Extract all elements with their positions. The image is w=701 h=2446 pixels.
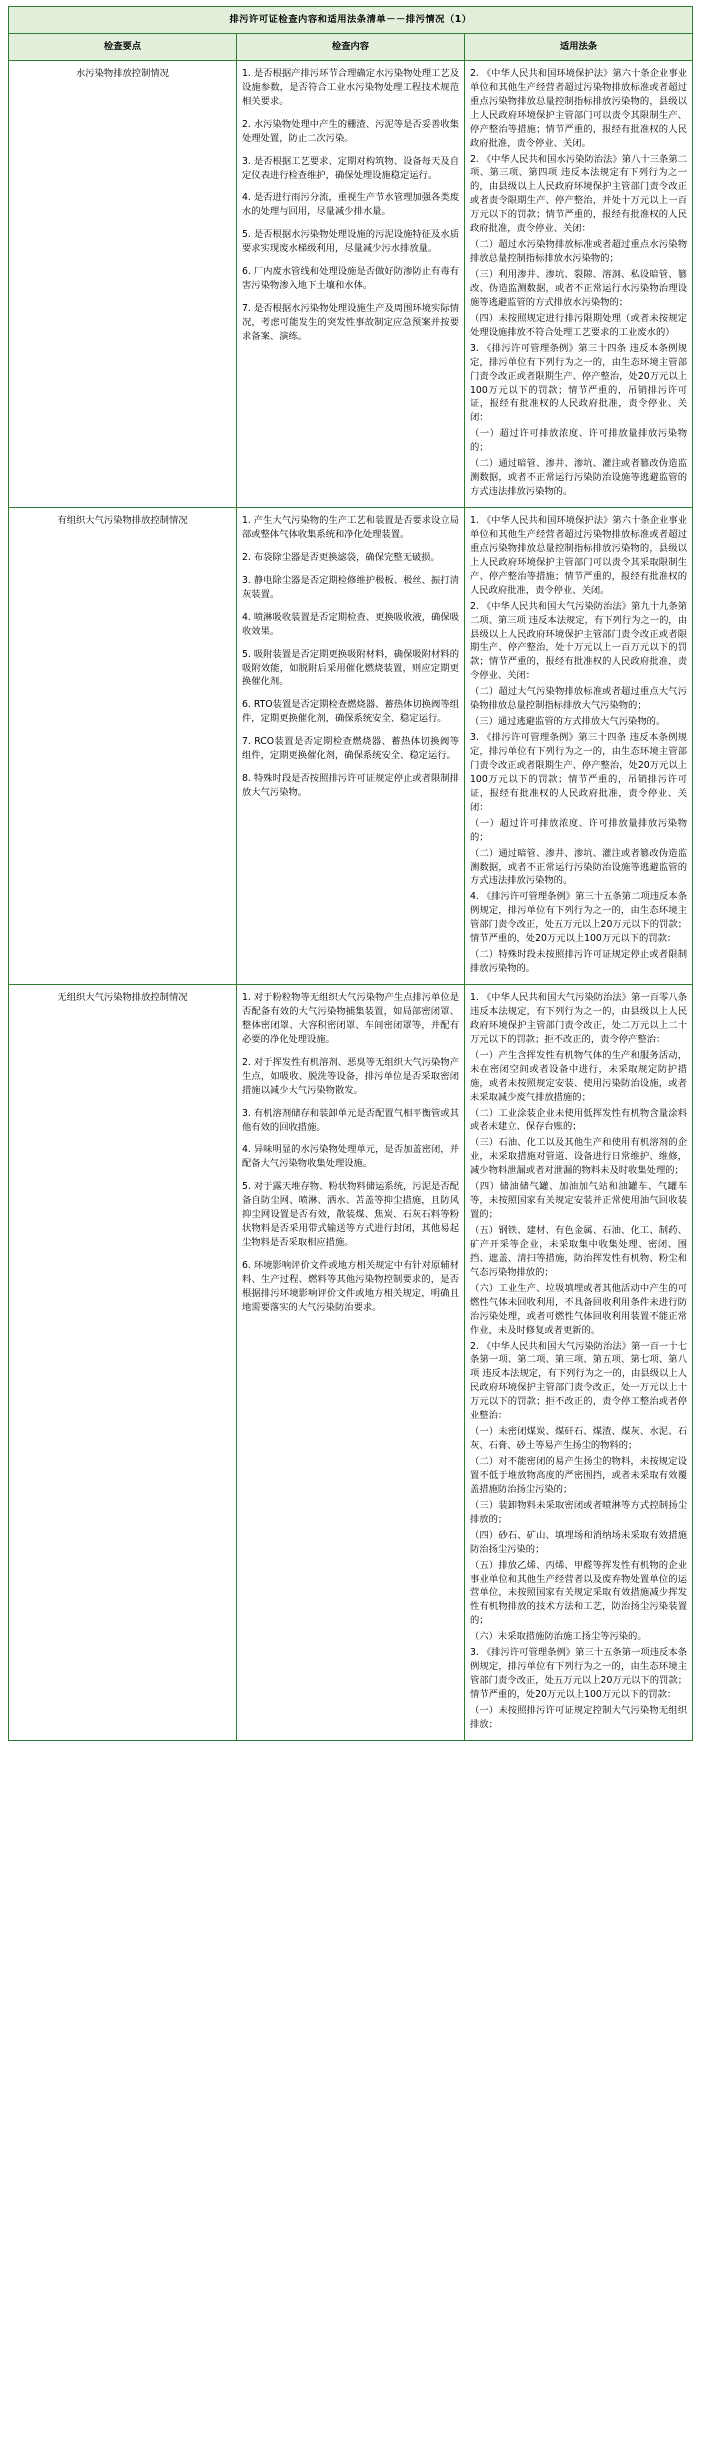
paragraph: 4. 是否进行雨污分流，重视生产节水管理加强各类废水的处理与回用，尽量减少排水量。 — [242, 192, 459, 218]
paragraph: 3. 有机溶剂储存和装卸单元是否配置气相平衡管或其他有效的回收措施。 — [242, 1107, 459, 1133]
paragraph: 6. 厂内废水管线和处理设施是否做好防渗防止有毒有害污染物渗入地下土壤和水体。 — [242, 266, 459, 292]
paragraph: （二）对不能密闭的易产生扬尘的物料，未按规定设置不低于堆放物高度的严密围挡，或者未采取有效覆盖措施防治扬尘污染的； — [470, 1456, 687, 1495]
row-applicable-law — [465, 60, 693, 507]
header-check-point: 检查要点 — [9, 33, 237, 60]
paragraph: （三）石油、化工以及其他生产和使用有机溶剂的企业，未采取措施对管道、设备进行日常维护、维修，减少物料泄漏或者对泄漏的物料未及时收集处理的； — [470, 1137, 687, 1177]
paragraph: 2. 《中华人民共和国大气污染防治法》第九十九条第二项、第三项 违反本法规定，有下列行为之一的，由县级以上人民政府环境保护主管部门责令改正或者限期生产、停产整治，处十万元以上一百万元以下的罚款；情节严重的，报经有批准权的人民政府批准，责令停业、关闭： — [470, 600, 687, 682]
row-check-content — [237, 60, 465, 507]
paragraph: 5. 对于露天堆存物、粉状物料储运系统，污泥是否配备自防尘网、喷淋、洒水、苫盖等抑尘措施，且防风抑尘网设置是否有效，散装煤、焦炭、石灰石料等粉状物料是否采用带式输送等方式进行封闭，其他易起尘物料是否采取相应措施。 — [242, 1181, 459, 1249]
paragraph: （五）排放乙烯、丙烯、甲醛等挥发性有机物的企业事业单位和其他生产经营者以及废弃物处置单位的运营单位，未按照国家有关规定采取有效措施减少挥发性有机物排放的技术方法和工艺，防治扬尘污染装置的； — [470, 1559, 687, 1627]
row-check-point: 有组织大气污染物排放控制情况 — [9, 508, 237, 985]
paragraph: 1. 是否根据产排污环节合理确定水污染物处理工艺及设施参数，是否符合工业水污染物处理工程技术规范相关要求。 — [242, 67, 459, 107]
paragraph: （一）超过许可排放浓度、许可排放量排放污染物的； — [470, 817, 687, 843]
paragraph: 6. RTO装置是否定期检查燃烧器、蓄热体切换阀等组件，定期更换催化剂，确保系统安全、稳定运行。 — [242, 699, 459, 725]
paragraph: 3. 《排污许可管理条例》第三十五条第一项违反本条例规定，排污单位有下列行为之一的，由生态环境主管部门责令改正，处五万元以上20万元以下的罚款；情节严重的，处20万元以上100万元以下的罚款： — [470, 1647, 687, 1700]
paragraph: （二）特殊时段未按照排污许可证规定停止或者限制排放污染物的。 — [470, 949, 687, 975]
paragraph: 2. 布袋除尘器是否更换滤袋，确保完整无破损。 — [242, 551, 440, 563]
checklist-table — [8, 6, 693, 1741]
paragraph: 4. 喷淋吸收装置是否定期检查、更换吸收液，确保吸收效果。 — [242, 611, 459, 637]
paragraph: 8. 特殊时段是否按照排污许可证规定停止或者限制排放大气污染物。 — [242, 773, 459, 799]
paragraph: 2. 《中华人民共和国环境保护法》第六十条企业事业单位和其他生产经营者超过污染物排放标准或者超过重点污染物排放总量控制指标排放污染物的，县级以上人民政府环境保护主管部门可以责令其限制生产、停产整治等措施；情节严重的，报经有批准权的人民政府批准，责令停业、关闭。 — [470, 67, 687, 149]
table-row — [9, 985, 693, 1741]
paragraph: （二）通过暗管、渗井、渗坑、灌注或者篡改伪造监测数据，或者不正常运行污染防治设施等逃避监管的方式违法排放污染物的。 — [470, 847, 687, 887]
paragraph: 3. 是否根据工艺要求、定期对构筑物、设备每天及自定仪表进行检查维护，确保处理设施稳定运行。 — [242, 155, 459, 181]
paragraph: 4. 异味明显的水污染物处理单元，是否加盖密闭，并配备大气污染物收集处理设施。 — [242, 1144, 459, 1170]
row-applicable-law — [465, 985, 693, 1741]
row-applicable-law — [465, 508, 693, 985]
paragraph: 1. 对于粉粒物等无组织大气污染物产生点排污单位是否配备有效的大气污染物捕集装置，如局部密闭罩、整体密闭罩、大容积密闭罩、车间密闭罩等，并配有必要的净化处理设施。 — [242, 992, 459, 1045]
paragraph: （二）工业涂装企业未使用低挥发性有机物含量涂料或者未建立、保存台账的； — [470, 1107, 687, 1133]
paragraph: 2. 对于挥发性有机溶剂、恶臭等无组织大气污染物产生点，如吸收、脱洗等设备，排污单位是否采取密闭措施以减少大气污染物散发。 — [242, 1056, 459, 1096]
table-title-row — [9, 7, 693, 34]
paragraph: 7. 是否根据水污染物处理设施生产及周围环境实际情况，考虑可能发生的突发性事故制定应急预案并按要求备案、演练。 — [242, 303, 459, 342]
row-check-point: 无组织大气污染物排放控制情况 — [9, 985, 237, 1741]
paragraph: 5. 吸附装置是否定期更换吸附材料，确保吸附材料的吸附效能，如脱附后采用催化燃烧装置，则应定期更换催化剂。 — [242, 648, 459, 688]
paragraph: （一）超过许可排放浓度、许可排放量排放污染物的； — [470, 428, 687, 454]
paragraph: 2. 《中华人民共和国大气污染防治法》第一百一十七条第一项、第二项、第三项、第五项、第七项、第八项 违反本法规定，有下列行为之一的，由县级以上人民政府环境保护主管部门责令改正，处一万元以上十万元以下的罚款；拒不改正的，责令停工整治或者停业整治： — [470, 1340, 687, 1422]
table-row — [9, 60, 693, 507]
paragraph: （一）产生含挥发性有机物气体的生产和服务活动，未在密闭空间或者设备中进行，未采取规定防护措施，或者未按照规定安装、使用污染防治设施，或者未采取减少废气排放措施的； — [470, 1049, 687, 1103]
paragraph: （二）超过水污染物排放标准或者超过重点水污染物排放总量控制指标排放水污染物的； — [470, 239, 687, 265]
document-title: 排污许可证检查内容和适用法条清单－－排污情况（1） — [9, 7, 693, 34]
paragraph: （三）装卸物料未采取密闭或者喷淋等方式控制扬尘排放的； — [470, 1499, 687, 1525]
paragraph: 5. 是否根据水污染物处理设施的污泥设施特征及水质要求实现废水梯级利用，尽量减少污水排放量。 — [242, 229, 459, 255]
paragraph: （三）通过逃避监管的方式排放大气污染物的。 — [470, 716, 666, 728]
paragraph: 2. 《中华人民共和国水污染防治法》第八十三条第二项、第三项、第四项 违反本法规定有下列行为之一的，由县级以上人民政府环境保护主管部门责令改正或者责令限期生产、停产整治，并处十万元以上一百万元以下的罚款；情节严重的，报经有批准权的人民政府批准，责令停业、关闭： — [470, 153, 687, 235]
row-check-content — [237, 985, 465, 1741]
header-check-content: 检查内容 — [237, 33, 465, 60]
paragraph: （二）通过暗管、渗井、渗坑、灌注或者篡改伪造监测数据，或者不正常运行污染防治设施等逃避监管的方式违法排放污染物的。 — [470, 458, 687, 498]
paragraph: 1. 产生大气污染物的生产工艺和装置是否要求设立局部或整体气体收集系统和净化处理装置。 — [242, 515, 459, 540]
paragraph: 4. 《排污许可管理条例》第三十五条第二项违反本条例规定，排污单位有下列行为之一的，由生态环境主管部门责令改正，处五万元以上20万元以下的罚款；情节严重的，处20万元以上100万元以下的罚款： — [470, 891, 687, 945]
paragraph: 1. 《中华人民共和国大气污染防治法》第一百零八条 违反本法规定，有下列行为之一的，由县级以上人民政府环境保护主管部门责令改正，处二万元以上二十万元以下的罚款；拒不改正的，责令停产整治： — [470, 992, 687, 1045]
paragraph: 3. 《排污许可管理条例》第三十四条 违反本条例规定，排污单位有下列行为之一的，由生态环境主管部门责令改正或者限期生产、停产整治，处20万元以上100万元以下的罚款；情节严重的，吊销排污许可证，报经有批准权的人民政府批准，责令停业、关闭： — [470, 732, 687, 813]
paragraph: （四）未按照规定进行排污限期处理（或者未按规定处理设施排放不符合处理工艺要求的工业废水的） — [470, 312, 687, 338]
row-check-point: 水污染物排放控制情况 — [9, 60, 237, 507]
table-row — [9, 508, 693, 985]
paragraph: 6. 环境影响评价文件或地方相关规定中有针对原辅材料、生产过程、燃料等其他污染物控制要求的，是否根据排污环境影响评价文件或地方相关规定，明确且地需要落实的大气污染防治要求。 — [242, 1260, 459, 1313]
paragraph: （二）超过大气污染物排放标准或者超过重点大气污染物排放总量控制指标排放大气污染物的； — [470, 686, 687, 712]
paragraph: （四）砂石、矿山、填埋场和消纳场未采取有效措施防治扬尘污染的； — [470, 1529, 687, 1555]
paragraph: 1. 《中华人民共和国环境保护法》第六十条企业事业单位和其他生产经营者超过污染物排放标准或者超过重点污染物排放总量控制指标排放污染物的，县级以上人民政府环境保护主管部门可以责令其采取限制生产、停产整治等措施；情节严重的，报经有批准权的人民政府批准，责令停业、关闭。 — [470, 515, 687, 596]
paragraph: （四）储油储气罐、加油加气站和油罐车、气罐车等，未按照国家有关规定安装并正常使用油气回收装置的； — [470, 1181, 687, 1221]
row-check-content — [237, 508, 465, 985]
paragraph: （六）工业生产、垃圾填埋或者其他活动中产生的可燃性气体未回收利用，不具备回收利用条件未进行防治污染处理，或者可燃性气体回收利用装置不能正常作业，未及时修复或者更新的。 — [470, 1282, 687, 1336]
paragraph: 3. 《排污许可管理条例》第三十四条 违反本条例规定，排污单位有下列行为之一的，由生态环境主管部门责令改正或者限期生产、停产整治，处20万元以上100万元以下的罚款；情节严重的，吊销排污许可证，报经有批准权的人民政府批准，责令停业、关闭： — [470, 342, 687, 424]
header-applicable-law: 适用法条 — [465, 33, 693, 60]
paragraph: （一）未密闭煤炭、煤矸石、煤渣、煤灰、水泥、石灰、石膏、砂土等易产生扬尘的物料的； — [470, 1426, 687, 1452]
paragraph: （五）钢铁、建材、有色金属、石油、化工、制药、矿产开采等企业，未采取集中收集处理、密闭、围挡、遮盖、清扫等措施，防治挥发性有机物、粉尘和气态污染物排放的； — [470, 1225, 687, 1278]
paragraph: 2. 水污染物处理中产生的栅渣、污泥等是否妥善收集处理处置，防止二次污染。 — [242, 118, 459, 144]
table-header-row — [9, 33, 693, 60]
paragraph: 7. RCO装置是否定期检查燃烧器、蓄热体切换阀等组件，定期更换催化剂，确保系统安全、稳定运行。 — [242, 736, 459, 762]
paragraph: （三）利用渗井、渗坑、裂隙、溶洞、私设暗管、篡改、伪造监测数据，或者不正常运行水污染物治理设施等逃避监管的方式排放水污染物的； — [470, 269, 687, 308]
paragraph: 3. 静电除尘器是否定期检修维护极板、极丝、振打清灰装置。 — [242, 574, 459, 600]
paragraph: （六）未采取措施防治施工扬尘等污染的。 — [470, 1631, 647, 1643]
paragraph: （一）未按照排污许可证规定控制大气污染物无组织排放； — [470, 1704, 687, 1730]
